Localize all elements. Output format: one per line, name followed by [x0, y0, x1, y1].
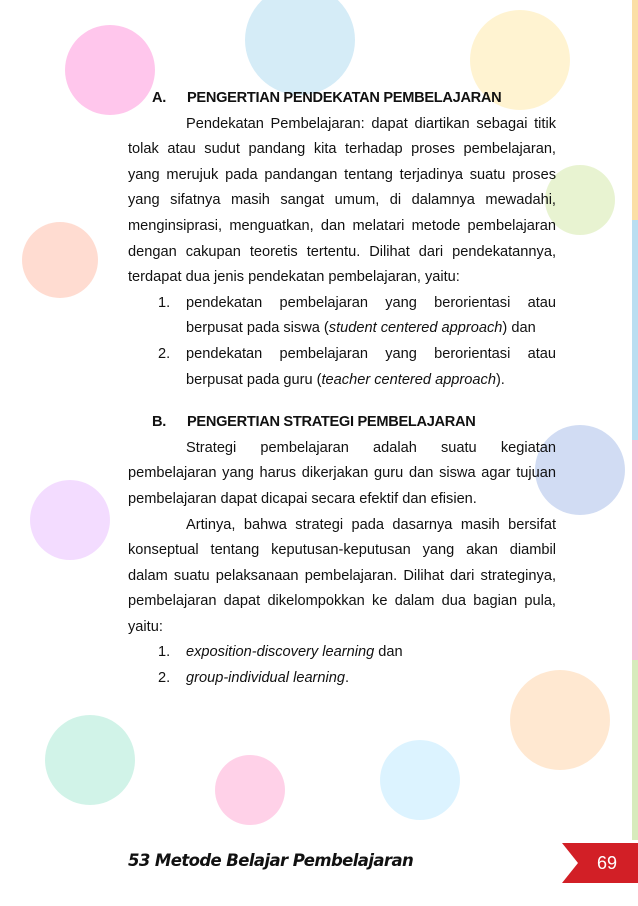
page-number-box [562, 843, 638, 883]
side-color-strip-2 [632, 220, 638, 440]
list-item-text: pendekatan pembelajaran yang berorientasi atau berpusat pada guru ( [186, 345, 556, 388]
section-a-list [128, 291, 556, 393]
list-item-text-end: ). [495, 371, 505, 388]
section-a-paragraph: Pendekatan Pembelajaran: dapat diartikan sebagai titik tolak atau sudut pandang kita terhadap proses pembelajaran, yang merujuk pada pandangan tentang terjadinya suatu proses yang sifatnya masih sangat umum, di dalamnya mewadahi, menginsiprasi, menguatkan, dan melatari metode pembelajaran dengan cakupan teoretis tertentu. Dilihat dari pendekatannya, terdapat dua jenis pendekatan pembelajaran, yaitu: [128, 115, 556, 286]
section-a-title: PENGERTIAN PENDEKATAN PEMBELAJARAN [187, 90, 502, 106]
list-item [128, 342, 556, 393]
list-item-text: pendekatan pembelajaran yang berorientasi atau berpusat pada siswa ( [186, 294, 556, 337]
page-content [128, 86, 556, 692]
list-item-text-end: ) dan [502, 320, 536, 337]
side-color-strip-3 [632, 440, 638, 660]
list-item-italic: exposition-discovery learning [186, 644, 375, 661]
list-item-italic: teacher centered approach [321, 371, 496, 388]
list-item-italic: student centered approach [328, 320, 503, 337]
list-item-number: 1. [158, 644, 171, 661]
section-b-paragraph-2: Artinya, bahwa strategi pada dasarnya masih bersifat konseptual tentang keputusan-keputusan yang akan diambil dalam suatu pelaksanaan pembelajaran. Dilihat dari strateginya, pembelajaran dapat dikelompokkan ke dalam dua bagian pula, yaitu: [128, 516, 556, 635]
book-title: 53 Metode Belajar Pembelajaran [128, 851, 414, 870]
side-color-strip-1 [632, 0, 638, 220]
list-item-text-end: . [345, 670, 350, 687]
section-b-paragraph-1: Strategi pembelajaran adalah suatu kegiatan pembelajaran yang harus dikerjakan guru dan siswa agar tujuan pembelajaran dapat dicapai secara efektif dan efisien. [128, 439, 556, 507]
section-a-letter: A. [152, 90, 166, 106]
list-item [128, 291, 556, 342]
page-number: 69 [596, 852, 618, 873]
list-item [128, 666, 556, 692]
section-b-heading [152, 410, 556, 436]
section-b-letter: B. [152, 414, 166, 431]
list-item-number: 2. [158, 345, 171, 362]
section-b-title: PENGERTIAN STRATEGI PEMBELAJARAN [187, 414, 476, 431]
list-item-text-end: dan [374, 644, 403, 661]
section-b-list [128, 640, 556, 691]
section-spacer [128, 393, 556, 410]
list-item-italic: group-individual learning [186, 670, 346, 687]
list-item [128, 640, 556, 666]
list-item-number: 1. [158, 294, 171, 311]
section-a-heading [152, 86, 556, 112]
list-item-number: 2. [158, 670, 171, 687]
side-color-strip-4 [632, 660, 638, 840]
